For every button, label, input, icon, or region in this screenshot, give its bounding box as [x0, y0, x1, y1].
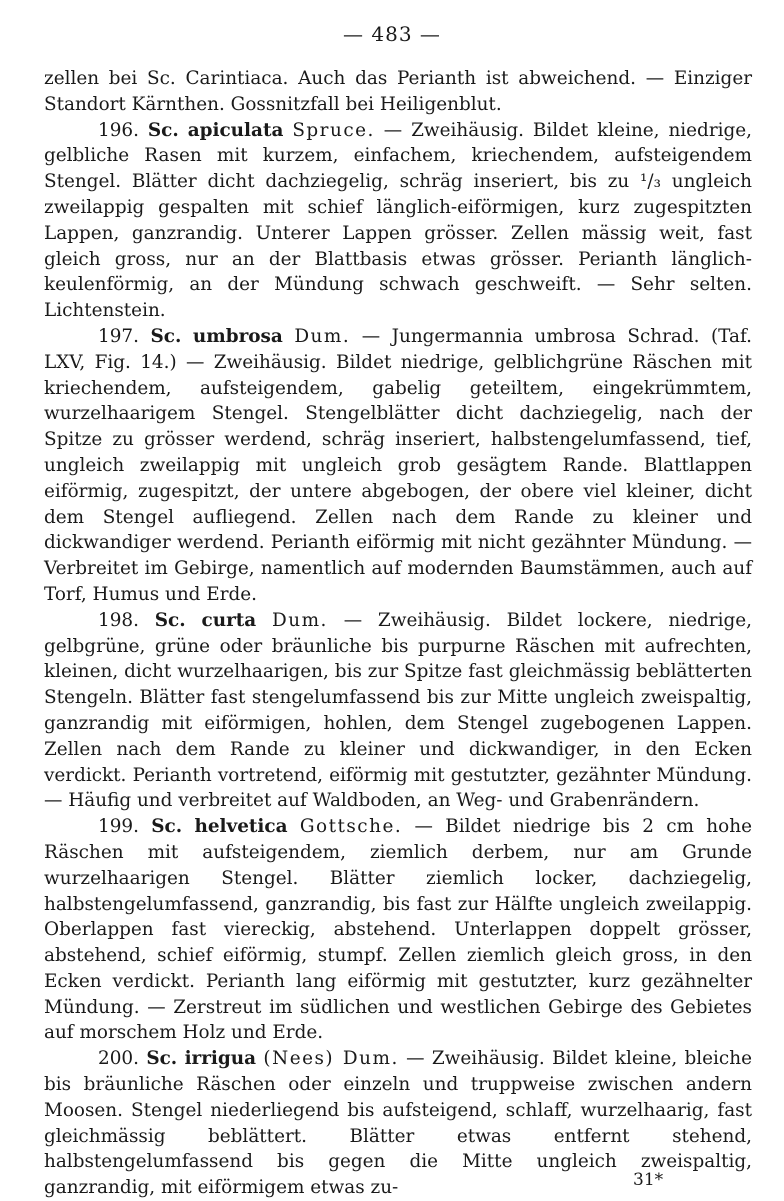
- entry-description: — Jungermannia umbrosa Schrad. (Taf. LXV, Fig. 14.) — Zweihäusig. Bildet niedrige, gelblichgrüne Räschen mit kriechendem, aufsteigendem, gabelig geteiltem, eingekrümmtem, wurzelhaarigem Stengel. Stengelblätter dicht dachziegelig, nach der Spitze zu grösser werdend, schräg inseriert, halbstengelumfassend, tief, ungleich zweilappig mit ungleich grob gesägtem Rande. Blattlappen eiförmig, zugespitzt, der untere abgebogen, der obere viel kleiner, dicht dem Stengel aufliegend. Zellen nach dem Rande zu kleiner und dickwandiger werdend. Perianth eiförmig mit nicht gezähnter Mündung. — Verbreitet im Gebirge, namentlich auf modernden Baumstämmen, auch auf Torf, Humus und Erde.: [44, 325, 752, 605]
- entry-description: — Zweihäusig. Bildet kleine, niedrige, gelbliche Rasen mit kurzem, einfachem, kriechendem, aufsteigendem Stengel. Blätter dicht dachziegelig, schräg inseriert, bis zu ¹/₃ ungleich zweilappig gespalten mit schief länglich-eiförmigen, kurz zugespitzten Lappen, ganzrandig. Unterer Lappen grösser. Zellen mässig weit, fast gleich gross, nur an der Blattbasis etwas grösser. Perianth länglich-keulenförmig, an der Mündung schwach geschweift. — Sehr selten. Lichtenstein.: [44, 119, 752, 322]
- entry-description: — Zweihäusig. Bildet lockere, niedrige, gelbgrüne, grüne oder bräunliche bis purpurne Räschen mit aufrechten, kleinen, dicht wurzelhaarigen, bis zur Spitze fast gleichmässig beblätterten Stengeln. Blätter fast stengelumfassend bis zur Mitte ungleich zweispaltig, ganzrandig mit eiförmigen, hohlen, dem Stengel zugebogenen Lappen. Zellen nach dem Rande zu kleiner und dickwandiger, in den Ecken verdickt. Perianth vortretend, eiförmig mit gestutzter, gezähnter Mündung. — Häufig und verbreitet auf Waldboden, an Weg- und Grabenrändern.: [44, 609, 752, 812]
- genus-abbrev: Sc.: [146, 1048, 178, 1070]
- author-name: Dum.: [294, 325, 351, 347]
- entry-number: 198.: [98, 609, 139, 631]
- species-name: irrigua: [184, 1048, 257, 1070]
- entry-number: 199.: [98, 816, 139, 838]
- species-entry-198: [44, 608, 752, 814]
- species-name: apiculata: [187, 119, 284, 141]
- species-entry-199: [44, 814, 752, 1046]
- author-name: Spruce.: [292, 119, 375, 141]
- author-name: Gottsche.: [299, 816, 403, 838]
- author-name: (Nees) Dum.: [263, 1048, 399, 1070]
- genus-abbrev: Sc.: [154, 609, 186, 631]
- species-name: umbrosa: [192, 325, 283, 347]
- genus-abbrev: Sc.: [151, 816, 183, 838]
- page-number: — 483 —: [343, 22, 441, 46]
- intro-paragraph: zellen bei Sc. Carintiaca. Auch das Perianth ist abweichend. — Einziger Standort Kärnthen. Gossnitzfall bei Heiligenblut.: [44, 68, 752, 115]
- genus-abbrev: Sc.: [147, 119, 179, 141]
- entry-number: 197.: [98, 325, 139, 347]
- genus-abbrev: Sc.: [150, 325, 182, 347]
- sheet-signature: 31*: [633, 1170, 664, 1190]
- author-name: Dum.: [272, 609, 328, 631]
- species-entry-197: [44, 324, 752, 608]
- entry-number: 196.: [98, 119, 139, 141]
- species-name: curta: [201, 609, 257, 631]
- entry-description: — Zweihäusig. Bildet kleine, bleiche bis bräunliche Räschen oder einzeln und truppweise zwischen andern Moosen. Stengel niederliegend bis aufsteigend, schlaff, wurzelhaarig, fast gleichmässig beblättert. Blätter etwas entfernt stehend, halbstengelumfassend bis gegen die Mitte ungleich zweispaltig, ganzrandig, mit eiförmigem etwas zu-: [44, 1048, 752, 1199]
- species-entry-196: [44, 118, 752, 324]
- entry-description: — Bildet niedrige bis 2 cm hohe Räschen mit aufsteigendem, ziemlich derbem, nur am Grunde wurzelhaarigen Stengel. Blätter ziemlich locker, dachziegelig, halbstengelumfassend, ganzrandig, bis fast zur Hälfte ungleich zweilappig. Oberlappen fast viereckig, abstehend. Unterlappen doppelt grösser, abstehend, schief eiförmig, stumpf. Zellen ziemlich gleich gross, in den Ecken verdickt. Perianth lang eiförmig mit gestutzter, kurz gezähnelter Mündung. — Zerstreut im südlichen und westlichen Gebirge des Gebietes auf morschem Holz und Erde.: [44, 816, 752, 1044]
- entry-number: 200.: [98, 1048, 139, 1070]
- page-body: [44, 66, 752, 1201]
- species-name: helvetica: [194, 816, 288, 838]
